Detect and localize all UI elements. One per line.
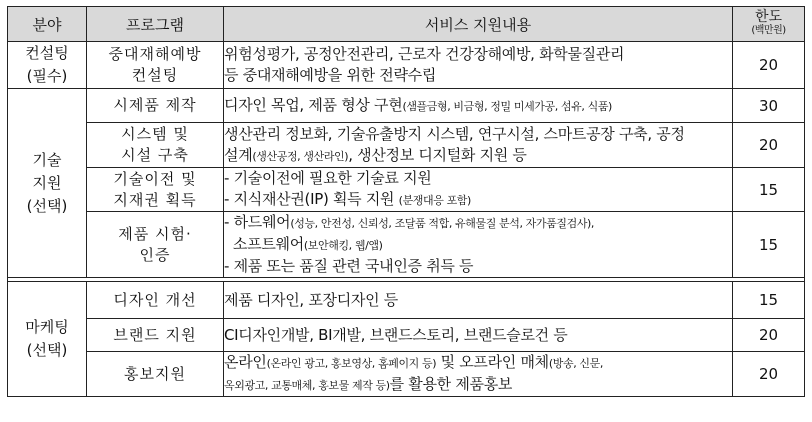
description-note: (성능, 안전성, 신뢰성, 조달품 적합, 유해물질 분석, 자가품질검사),	[290, 217, 595, 230]
service-description-cell	[224, 282, 733, 319]
limit-amount: 15	[733, 168, 805, 212]
description-note: (샘플금형, 비금형, 정밀 미세가공, 섬유, 식품)	[402, 99, 612, 113]
description-note: (보안해킹, 웹/앱)	[303, 239, 383, 252]
description-line	[224, 168, 732, 189]
description-text: - 지식재산권(IP) 획득 지원	[224, 190, 399, 208]
description-text: - 기술이전에 필요한 기술료 지원	[224, 169, 432, 187]
description-line	[224, 290, 732, 311]
program-label: 브랜드 지원	[113, 325, 197, 344]
description-note: (온라인 광고, 홍보영상, 홈페이지 등)	[266, 357, 437, 370]
service-description-cell	[224, 123, 733, 168]
category-label: 컨설팅	[25, 44, 69, 62]
header-limit-label: 한도	[754, 9, 783, 25]
program-cell	[87, 212, 224, 278]
service-description-cell	[224, 42, 733, 89]
description-text: 를 활용한 제품홍보	[389, 375, 513, 393]
program-label: 시설 구축	[121, 146, 189, 164]
category-cell	[8, 89, 87, 278]
category-label: (선택)	[26, 341, 68, 359]
description-text: 생산관리 정보화, 기술유출방지 시스템, 연구시설, 스마트공장 구축, 공정	[224, 124, 685, 143]
category-label: (필수)	[26, 67, 68, 85]
service-description-cell	[224, 89, 733, 123]
description-line	[224, 189, 732, 211]
description-text: 제품 디자인, 포장디자인 등	[224, 290, 398, 309]
description-line	[224, 374, 732, 396]
table-row	[8, 89, 805, 123]
description-text: - 하드웨어	[224, 213, 291, 231]
description-line	[224, 44, 732, 65]
description-note: (방송, 신문,	[548, 357, 603, 370]
program-label: 인증	[139, 245, 171, 264]
program-cell	[87, 89, 224, 123]
description-note: (분쟁대응 포함)	[398, 194, 471, 207]
service-description-cell	[224, 352, 733, 397]
service-description-cell	[224, 319, 733, 352]
program-cell	[87, 352, 224, 397]
header-program: 프로그램	[87, 7, 224, 42]
table-row	[8, 212, 805, 278]
program-label: 제품 시험·	[118, 224, 192, 243]
table-row	[8, 319, 805, 352]
description-line	[224, 256, 732, 277]
program-cell	[87, 123, 224, 168]
description-text: 온라인	[224, 353, 267, 371]
program-label: 컨설팅	[131, 66, 179, 84]
limit-amount: 20	[733, 319, 805, 352]
header-limit	[733, 7, 805, 42]
description-text: 위험성평가, 공정안전관리, 근로자 건강장해예방, 화학물질관리	[224, 45, 625, 63]
table-row	[8, 282, 805, 319]
description-text: 설계	[224, 145, 253, 164]
description-text: 등 중대재해예방을 위한 전략수립	[224, 66, 437, 84]
limit-amount: 20	[733, 123, 805, 168]
description-text: , 생산정보 디지털화 지원 등	[348, 145, 527, 164]
category-cell	[8, 282, 87, 397]
description-line	[224, 95, 732, 117]
category-cell	[8, 42, 87, 89]
description-text: 소프트웨어	[224, 235, 304, 253]
program-label: 기술이전 및	[113, 169, 197, 188]
description-text: - 제품 또는 품질 관련 국내인증 취득 등	[224, 257, 474, 275]
program-label: 지재권 획득	[113, 190, 197, 209]
program-label: 홍보지원	[124, 364, 186, 383]
description-line	[224, 352, 732, 374]
table-body	[8, 42, 805, 397]
description-line	[224, 325, 732, 346]
description-note: 옥외광고, 교통매체, 홍보물 제작 등)	[224, 379, 390, 392]
table-row	[8, 42, 805, 89]
program-label: 시스템 및	[121, 125, 189, 143]
description-text: 및 오프라인 매체	[436, 353, 549, 371]
table-row	[8, 123, 805, 168]
program-cell	[87, 319, 224, 352]
table-header-row	[8, 7, 805, 42]
service-description-cell	[224, 168, 733, 212]
limit-amount: 20	[733, 352, 805, 397]
service-description-cell	[224, 212, 733, 278]
description-text: 디자인 목업, 제품 형상 구현	[224, 95, 403, 114]
category-label: 기술	[32, 150, 62, 169]
program-cell	[87, 168, 224, 212]
header-limit-unit: (백만원)	[751, 25, 786, 36]
support-program-table	[7, 6, 805, 397]
header-service: 서비스 지원내용	[224, 7, 733, 42]
limit-amount: 20	[733, 42, 805, 89]
description-line	[224, 234, 732, 256]
program-label: 시제품 제작	[113, 96, 197, 114]
program-cell	[87, 42, 224, 89]
header-field: 분야	[8, 7, 87, 42]
table-row	[8, 352, 805, 397]
program-cell	[87, 282, 224, 319]
description-text: CI디자인개발, BI개발, 브랜드스토리, 브랜드슬로건 등	[224, 325, 568, 344]
table-row	[8, 168, 805, 212]
description-line	[224, 212, 732, 234]
limit-amount: 15	[733, 282, 805, 319]
limit-amount: 30	[733, 89, 805, 123]
description-line	[224, 145, 732, 167]
category-label: 지원	[32, 173, 62, 192]
category-label: (선택)	[26, 196, 68, 215]
description-line	[224, 124, 732, 145]
program-label: 중대재해예방	[108, 45, 202, 63]
description-note: (생산공정, 생산라인)	[252, 149, 349, 163]
limit-amount: 15	[733, 212, 805, 278]
program-label: 디자인 개선	[113, 290, 197, 309]
category-label: 마케팅	[25, 318, 69, 336]
support-table-container	[7, 6, 805, 397]
description-line	[224, 65, 732, 86]
